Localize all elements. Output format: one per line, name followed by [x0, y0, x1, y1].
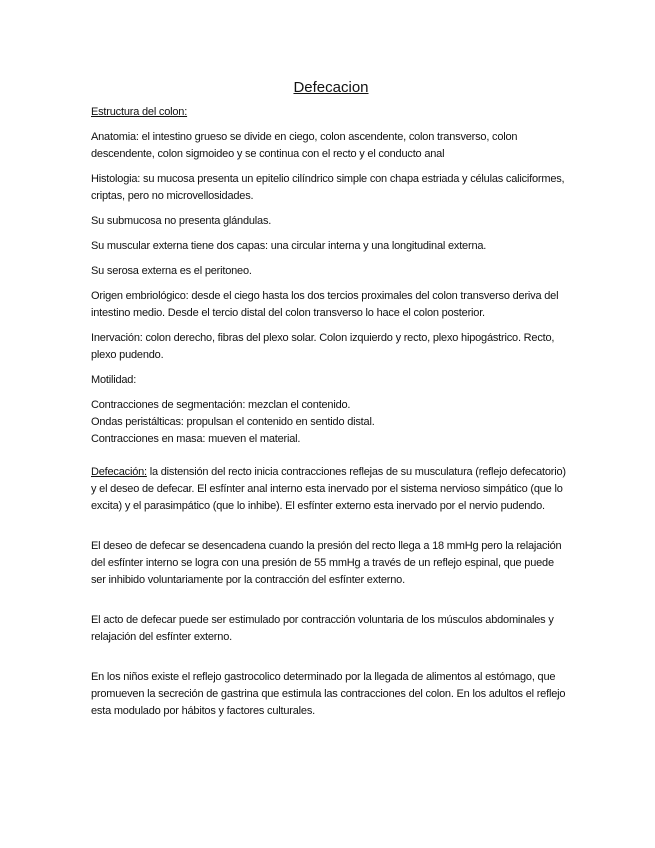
- motilidad-item: Contracciones de segmentación: mezclan el contenido.: [91, 399, 351, 411]
- paragraph-inervacion: Inervación: colon derecho, fibras del plexo solar. Colon izquierdo y recto, plexo hipogástrico. Recto, plexo pudendo.: [91, 332, 555, 361]
- paragraph-acto: El acto de defecar puede ser estimulado por contracción voluntaria de los músculos abdominales y relajación del esfínter externo.: [91, 614, 554, 643]
- paragraph-anatomia: Anatomia: el intestino grueso se divide en ciego, colon ascendente, colon transverso, colon descendente, colon sigmoideo y se continua con el recto y el conducto anal: [91, 131, 518, 160]
- spacer: [91, 523, 571, 538]
- paragraph-motilidad: Motilidad:: [91, 374, 137, 386]
- paragraph-ninos: En los niños existe el reflejo gastrocolico determinado por la llegada de alimentos al estómago, que promueven la secreción de gastrina que estimula las contracciones del colon. En los adultos el reflejo esta modulado por hábitos y factores culturales.: [91, 671, 566, 717]
- section-heading: Estructura del colon:: [91, 106, 188, 118]
- spacer: [91, 654, 571, 669]
- paragraph-submucosa: Su submucosa no presenta glándulas.: [91, 215, 272, 227]
- defecacion-label: Defecación:: [91, 466, 147, 478]
- document-page: [91, 78, 571, 728]
- motilidad-item: Ondas peristálticas: propulsan el contenido en sentido distal.: [91, 416, 375, 428]
- defecacion-text: la distensión del recto inicia contracciones reflejas de su musculatura (reflejo defecatorio) y el deseo de defecar. El esfínter anal interno esta inervado por el sistema nervioso simpático (que lo excita) y el parasimpático (que lo inhibe). El esfínter externo esta inervado por el nervio pudendo.: [91, 466, 566, 512]
- paragraph-origen: Origen embriológico: desde el ciego hasta los dos tercios proximales del colon transverso deriva del intestino medio. Desde el tercio distal del colon transverso lo hace el colon posterior.: [91, 290, 559, 319]
- paragraph-defecacion: [91, 464, 571, 515]
- page-title: Defecacion: [293, 79, 369, 96]
- paragraph-muscular: Su muscular externa tiene dos capas: una circular interna y una longitudinal externa.: [91, 240, 487, 252]
- paragraph-histologia: Histologia: su mucosa presenta un epitelio cilíndrico simple con chapa estriada y células caliciformes, criptas, pero no microvellosidades.: [91, 173, 565, 202]
- motilidad-item: Contracciones en masa: mueven el material.: [91, 433, 301, 445]
- motilidad-list: [91, 397, 571, 448]
- spacer: [91, 597, 571, 612]
- paragraph-serosa: Su serosa externa es el peritoneo.: [91, 265, 252, 277]
- spacer: [91, 456, 571, 464]
- paragraph-deseo: El deseo de defecar se desencadena cuando la presión del recto llega a 18 mmHg pero la relajación del esfínter interno se logra con una presión de 55 mmHg a través de un reflejo espinal, que puede ser inhibido voluntariamente por la contracción del esfínter externo.: [91, 540, 562, 586]
